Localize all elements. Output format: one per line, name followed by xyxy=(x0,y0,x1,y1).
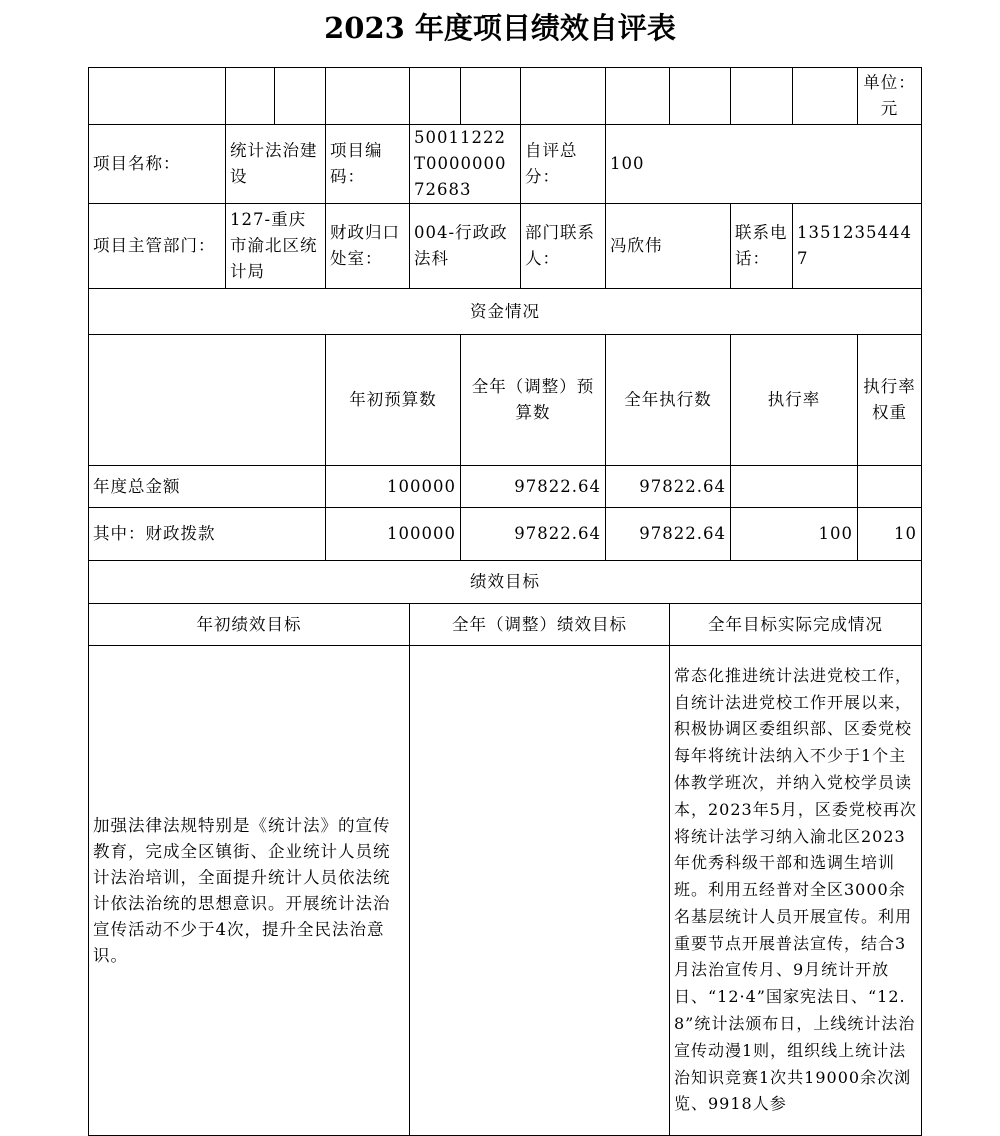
performance-header-row xyxy=(89,604,922,646)
budget-cell: 100000 xyxy=(326,466,461,508)
funds-row-label: 其中：财政拨款 xyxy=(89,508,326,561)
executed-cell: 97822.64 xyxy=(606,508,731,561)
budget-cell: 100000 xyxy=(326,508,461,561)
funds-row xyxy=(89,466,922,508)
project-row xyxy=(89,125,922,204)
phone-label: 联系电话： xyxy=(731,204,793,289)
execution-rate-cell xyxy=(731,466,858,508)
initial-goal-header: 年初绩效目标 xyxy=(89,604,410,646)
rate-weight-cell: 10 xyxy=(858,508,922,561)
adjusted-budget-cell: 97822.64 xyxy=(461,508,606,561)
phone-value: 13512354447 xyxy=(793,204,922,289)
contact-person-label: 部门联系人： xyxy=(521,204,606,289)
unit-label: 单位：元 xyxy=(858,68,922,125)
finance-office-value: 004-行政政法科 xyxy=(410,204,521,289)
self-score-label: 自评总分： xyxy=(521,125,606,204)
performance-section-row xyxy=(89,561,922,604)
funds-header: 执行率 xyxy=(731,335,858,466)
funds-header: 执行率权重 xyxy=(858,335,922,466)
funds-row-label: 年度总金额 xyxy=(89,466,326,508)
funds-header: 全年（调整）预算数 xyxy=(461,335,606,466)
initial-goal-text: 加强法律法规特别是《统计法》的宣传教育，完成全区镇街、企业统计人员统计法治培训，全面提升统计人员依法统计依法治统的思想意识。开展统计法治宣传活动不少于4次，提升全民法治意识。 xyxy=(89,646,410,1136)
funds-header: 全年执行数 xyxy=(606,335,731,466)
performance-content-row xyxy=(89,646,922,1136)
performance-section-title: 绩效目标 xyxy=(89,561,922,604)
actual-completion-text: 常态化推进统计法进党校工作，自统计法进党校工作开展以来，积极协调区委组织部、区委党校每年将统计法纳入不少于1个主体教学班次，并纳入党校学员读本，2023年5月，区委党校再次将统计法学习纳入渝北区2023年优秀科级干部和选调生培训班。利用五经普对全区3000余名基层统计人员开展宣传。利用重要节点开展普法宣传，结合3月法治宣传月、9月统计开放日、“12·4”国家宪法日、“12.8”统计法颁布日，上线统计法治宣传动漫1则，组织线上统计法治知识竞赛1次共19000余次浏览、9918人参 xyxy=(674,665,917,1114)
department-value: 127-重庆市渝北区统计局 xyxy=(226,204,326,289)
project-code-label: 项目编码： xyxy=(326,125,410,204)
finance-office-label: 财政归口处室： xyxy=(326,204,410,289)
department-label: 项目主管部门： xyxy=(89,204,226,289)
funds-section-title: 资金情况 xyxy=(89,289,922,335)
funds-row xyxy=(89,508,922,561)
unit-row xyxy=(89,68,922,125)
project-name-value: 统计法治建设 xyxy=(226,125,326,204)
execution-rate-cell: 100 xyxy=(731,508,858,561)
funds-header-row xyxy=(89,335,922,466)
project-code-value: 50011222T000000072683 xyxy=(410,125,521,204)
project-name-label: 项目名称： xyxy=(89,125,226,204)
adjusted-goal-header: 全年（调整）绩效目标 xyxy=(410,604,670,646)
rate-weight-cell xyxy=(858,466,922,508)
funds-header: 年初预算数 xyxy=(326,335,461,466)
actual-completion-header: 全年目标实际完成情况 xyxy=(670,604,922,646)
self-score-value: 100 xyxy=(606,125,922,204)
page-title: 2023 年度项目绩效自评表 xyxy=(324,11,676,45)
executed-cell: 97822.64 xyxy=(606,466,731,508)
performance-table xyxy=(88,67,922,1136)
department-row xyxy=(89,204,922,289)
contact-person-value: 冯欣伟 xyxy=(606,204,731,289)
adjusted-budget-cell: 97822.64 xyxy=(461,466,606,508)
adjusted-goal-text xyxy=(410,646,670,1136)
funds-section-row xyxy=(89,289,922,335)
